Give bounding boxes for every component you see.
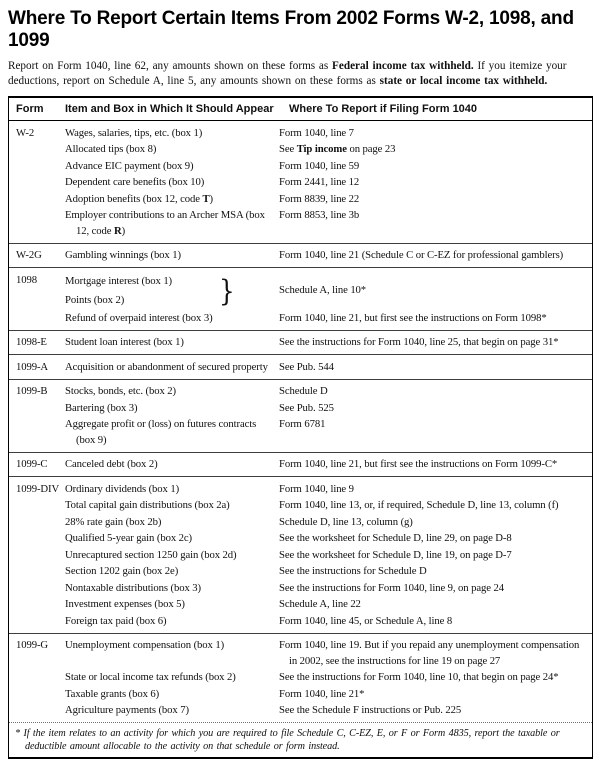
report-cell: See the instructions for Form 1040, line 9, on page 24 — [279, 581, 504, 594]
table-row — [65, 417, 592, 449]
report-cell: Form 6781 — [279, 418, 326, 430]
form-label: 1099-DIV — [16, 482, 60, 495]
page-title: Where To Report Certain Items From 2002 Forms W-2, 1098, and 1099 — [8, 8, 574, 51]
item-cell: Ordinary dividends (box 1) — [65, 482, 180, 495]
form-label: 1098-E — [16, 336, 47, 348]
form-section — [9, 354, 592, 379]
intro-paragraph: Report on Form 1040, line 62, any amounts shown on these forms as Federal income tax withheld. If you itemize your deductions, report on Schedule A, line 5, any amounts shown on these forms as state or local income tax withheld. — [8, 60, 567, 87]
table-row — [65, 158, 592, 175]
table-row — [65, 564, 592, 581]
report-cell: See the worksheet for Schedule D, line 29, on page D-8 — [279, 532, 512, 544]
section-rows — [65, 638, 592, 720]
item-cell: Agriculture payments (box 7) — [65, 704, 189, 716]
item-cell: Canceled debt (box 2) — [65, 458, 158, 470]
report-table — [8, 96, 593, 759]
report-cell: See the instructions for Schedule D — [279, 565, 427, 577]
report-cell: See Tip income on page 23 — [279, 143, 396, 155]
form-label: 1098 — [16, 273, 37, 286]
table-row — [65, 481, 592, 498]
brace-cell — [215, 276, 279, 306]
table-row — [65, 638, 592, 670]
report-cell: Form 1040, line 9 — [279, 482, 354, 495]
item-cell: Mortgage interest (box 1) — [65, 275, 173, 287]
footnote-marker: * — [15, 728, 20, 739]
item-cell: Wages, salaries, tips, etc. (box 1) — [65, 126, 203, 139]
report-cell: See the instructions for Form 1040, line 10, that begin on page 24* — [279, 671, 559, 683]
item-cell: Advance EIC payment (box 9) — [65, 159, 194, 172]
footnote-text: * If the item relates to an activity for which you are required to file Schedule C, C-EZ, E, or F or Form 4835, report the taxable or deductible amount allocable to the activity on that schedule or form instead. — [15, 728, 560, 752]
form-label: 1099-C — [16, 458, 48, 470]
report-cell: Form 1040, line 13, or, if required, Schedule D, line 13, column (f) — [279, 499, 559, 511]
item-cell: Section 1202 gain (box 2e) — [65, 565, 179, 577]
item-cell: Bartering (box 3) — [65, 401, 138, 414]
report-cell: Schedule D, line 13, column (g) — [279, 515, 413, 528]
table-row — [65, 335, 592, 352]
report-cell: Form 1040, line 21* — [279, 687, 365, 700]
item-cell: Taxable grants (box 6) — [65, 687, 160, 700]
form-label: 1099-B — [16, 385, 48, 397]
item-cell: Total capital gain distributions (box 2a) — [65, 499, 230, 511]
report-cell: Form 1040, line 45, or Schedule A, line 8 — [279, 614, 453, 627]
report-cell: Form 1040, line 59 — [279, 159, 360, 172]
table-row — [65, 613, 592, 630]
braced-item-list — [65, 273, 215, 310]
report-cell: Form 1040, line 21, but first see the instructions on Form 1098* — [279, 311, 547, 324]
table-row — [65, 400, 592, 417]
item-cell: Adoption benefits (box 12, code T) — [65, 192, 213, 205]
report-cell: Form 1040, line 21 (Schedule C or C-EZ for professional gamblers) — [279, 249, 564, 261]
report-cell: See Pub. 544 — [279, 360, 334, 373]
item-cell: Investment expenses (box 5) — [65, 598, 185, 610]
section-rows — [65, 384, 592, 449]
form-section — [9, 267, 592, 330]
form-section — [9, 243, 592, 268]
report-cell: Form 1040, line 19. But if you repaid any unemployment compensation in 2002, see the instructions for line 19 on page 27 — [279, 639, 580, 667]
report-cell: See the instructions for Form 1040, line 25, that begin on page 31* — [279, 336, 559, 348]
form-section — [9, 452, 592, 477]
item-cell: Student loan interest (box 1) — [65, 336, 184, 348]
table-body — [9, 121, 592, 722]
item-cell: Nontaxable distributions (box 3) — [65, 581, 202, 594]
item-cell: Employer contributions to an Archer MSA (box 12, code R) — [65, 209, 265, 237]
item-cell: 28% rate gain (box 2b) — [65, 515, 162, 528]
table-row — [65, 208, 592, 240]
table-row — [65, 703, 592, 720]
form-section — [9, 330, 592, 355]
report-cell: Form 8853, line 3b — [279, 209, 360, 221]
section-rows — [65, 481, 592, 630]
item-cell: Points (box 2) — [65, 293, 125, 306]
section-rows — [65, 457, 592, 474]
item-cell: Acquisition or abandonment of secured property — [65, 360, 268, 373]
item-cell: State or local income tax refunds (box 2) — [65, 671, 236, 683]
report-cell: See the worksheet for Schedule D, line 19, on page D-7 — [279, 548, 512, 561]
table-row — [65, 531, 592, 548]
form-section — [9, 476, 592, 633]
table-row — [65, 248, 592, 265]
form-label: 1099-G — [16, 639, 49, 651]
item-cell: Unemployment compensation (box 1) — [65, 639, 225, 651]
report-cell: Form 2441, line 12 — [279, 176, 360, 188]
table-row — [65, 457, 592, 474]
table-row — [65, 514, 592, 531]
form-label: W-2 — [16, 126, 35, 139]
table-row — [65, 498, 592, 515]
table-row — [65, 142, 592, 159]
column-header-form: Form — [16, 103, 44, 115]
table-header-row — [9, 98, 592, 121]
item-cell: Dependent care benefits (box 10) — [65, 176, 205, 188]
item-cell: Gambling winnings (box 1) — [65, 249, 181, 261]
report-cell: Form 8839, line 22 — [279, 192, 360, 205]
report-cell: Form 1040, line 21, but first see the instructions on Form 1099-C* — [279, 458, 558, 470]
table-row — [65, 686, 592, 703]
table-row — [65, 384, 592, 401]
item-cell: Unrecaptured section 1250 gain (box 2d) — [65, 548, 237, 561]
column-header-report: Where To Report if Filing Form 1040 — [289, 103, 478, 115]
table-row — [65, 597, 592, 614]
report-cell: See the Schedule F instructions or Pub. 225 — [279, 704, 462, 716]
item-cell: Foreign tax paid (box 6) — [65, 614, 167, 627]
item-cell: Allocated tips (box 8) — [65, 143, 157, 155]
column-header-item: Item and Box in Which It Should Appear — [65, 103, 274, 115]
item-cell: Refund of overpaid interest (box 3) — [65, 311, 213, 324]
table-row — [65, 547, 592, 564]
table-row — [65, 310, 592, 327]
report-cell: Schedule A, line 10* — [279, 284, 367, 297]
report-cell: Schedule A, line 22 — [279, 598, 361, 610]
report-cell: Schedule D — [279, 385, 328, 397]
table-row — [65, 670, 592, 687]
table-footnote — [9, 722, 592, 757]
form-section — [9, 379, 592, 452]
table-row — [65, 125, 592, 142]
report-cell: Form 1040, line 7 — [279, 126, 354, 139]
braced-row-group — [65, 272, 592, 310]
section-rows — [65, 359, 592, 376]
item-cell: Qualified 5-year gain (box 2c) — [65, 532, 192, 544]
section-rows — [65, 125, 592, 240]
form-label: W-2G — [16, 249, 42, 261]
section-rows — [65, 272, 592, 327]
item-cell: Stocks, bonds, etc. (box 2) — [65, 385, 176, 397]
form-section — [9, 633, 592, 723]
table-row — [65, 175, 592, 192]
table-row — [65, 191, 592, 208]
report-cell: See Pub. 525 — [279, 401, 334, 414]
section-rows — [65, 335, 592, 352]
item-cell: Aggregate profit or (loss) on futures contracts (box 9) — [65, 418, 257, 446]
form-section — [9, 121, 592, 243]
table-row — [65, 359, 592, 376]
section-rows — [65, 248, 592, 265]
grouping-brace-icon: } — [219, 274, 235, 308]
table-row — [65, 580, 592, 597]
form-label: 1099-A — [16, 360, 49, 373]
